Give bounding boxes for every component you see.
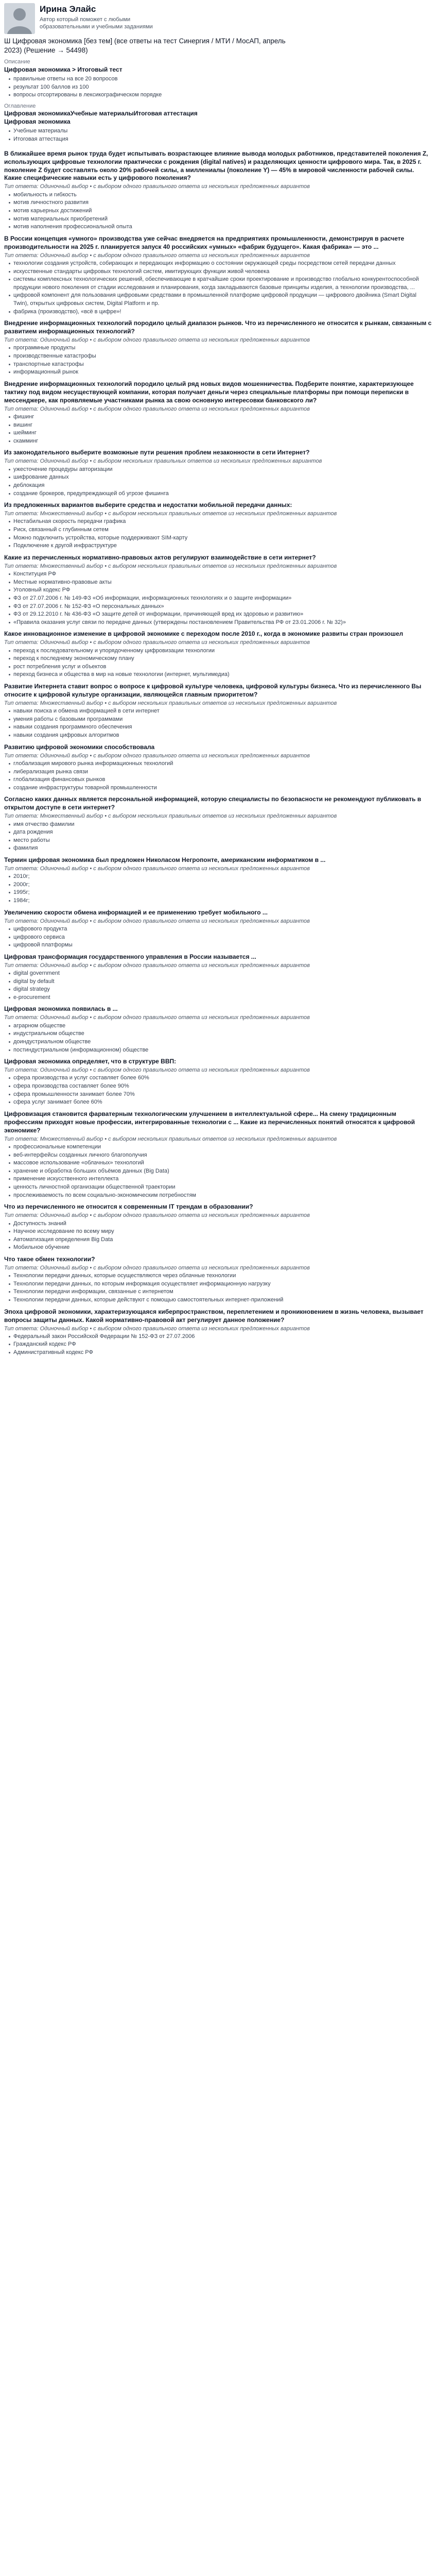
question-item bbox=[4, 795, 432, 853]
answer-option: хранение и обработка больших объёмов данных (Big Data) bbox=[9, 1167, 432, 1176]
question-text: Что из перечисленного не относится к современным IT трендам в образовании? bbox=[4, 1203, 253, 1211]
answer-option: имя отчество фамилии bbox=[9, 821, 432, 829]
answer-option: Уголовный кодекс РФ bbox=[9, 586, 432, 595]
answer-option: либерализация рынка связи bbox=[9, 768, 432, 776]
author-description: Автор который поможет с любыми образовательными и учебными заданиями bbox=[40, 16, 153, 30]
answer-option: информационный рынок bbox=[9, 368, 432, 377]
answer-option: 2000г; bbox=[9, 881, 432, 889]
answer-options bbox=[4, 1022, 432, 1054]
answer-options bbox=[4, 970, 432, 1002]
answer-option: фамилия bbox=[9, 844, 432, 853]
answer-option: e-procurement bbox=[9, 994, 432, 1002]
question-item bbox=[4, 683, 432, 740]
answer-option: глобализация мирового рынка информационных технологий bbox=[9, 760, 432, 768]
question-item bbox=[4, 501, 432, 550]
answer-option: переход бизнеса и общества в мир на новые технологии (интернет, мультимедиа) bbox=[9, 671, 432, 679]
answer-option: Технологии передачи данных, которые действуют с помощью самостоятельных интернет-приложений bbox=[9, 1296, 432, 1304]
answer-option: создание инфраструктуры товарной промышленности bbox=[9, 784, 432, 792]
answer-option: Подключение к другой инфраструктуре bbox=[9, 542, 432, 550]
answer-options bbox=[4, 344, 432, 376]
answer-option: фабрика (производство), «всё в цифре»! bbox=[9, 308, 432, 316]
answer-type: Тип ответа: Множественный выбор • с выбором нескольких правильных ответов из нескольких предложенных вариантов bbox=[4, 563, 337, 569]
contents-list bbox=[4, 127, 432, 143]
question-item bbox=[4, 953, 432, 1002]
answer-option: 2010г; bbox=[9, 873, 432, 881]
answer-options bbox=[4, 1143, 432, 1199]
answer-type: Тип ответа: Одиночный выбор • с выбором одного правильного ответа из нескольких предложенных вариантов bbox=[4, 1067, 310, 1074]
question-item bbox=[4, 1005, 432, 1054]
answer-option: прослеживаемость по всем социально-экономическим потребностям bbox=[9, 1192, 432, 1200]
answer-option: 1995г; bbox=[9, 889, 432, 897]
answer-option: мотив материальных приобретений bbox=[9, 215, 432, 224]
answer-option: цифровой платформы bbox=[9, 941, 432, 950]
contents-subheading: Цифровая экономика bbox=[4, 118, 71, 126]
answer-option: индустриальном обществе bbox=[9, 1030, 432, 1038]
answer-options bbox=[4, 260, 432, 316]
question-text: Термин цифровая экономика был предложен Николасом Негропонте, американским информатиком в ... bbox=[4, 856, 326, 863]
question-item bbox=[4, 1308, 432, 1357]
answer-type: Тип ответа: Одиночный выбор • с выбором одного правильного ответа из нескольких предложенных вариантов bbox=[4, 337, 310, 344]
question-item bbox=[4, 319, 432, 377]
answer-option: мотив карьерных достижений bbox=[9, 207, 432, 215]
answer-option: применение искусственного интеллекта bbox=[9, 1175, 432, 1183]
answer-options bbox=[4, 925, 432, 950]
answer-option: ФЗ от 27.07.2006 г. № 149-ФЗ «Об информации, информационных технологиях и о защите информации» bbox=[9, 595, 432, 603]
question-text: Какие из перечисленных нормативно-правовых актов регулируют взаимодействие в сети интернет? bbox=[4, 553, 316, 561]
answer-option: ФЗ от 29.12.2010 г. № 436-ФЗ «О защите детей от информации, причиняющей вред их здоровью и развитию» bbox=[9, 611, 432, 619]
answer-option: рост потребления услуг и объектов bbox=[9, 663, 432, 671]
answer-option: навыки поиска и обмена информацией в сети интернет bbox=[9, 707, 432, 716]
answer-option: деблокация bbox=[9, 482, 432, 490]
answer-option: программные продукты bbox=[9, 344, 432, 352]
answer-option: веб-интерфейсы созданных личного благополучия bbox=[9, 1151, 432, 1160]
answer-option: производственные катастрофы bbox=[9, 352, 432, 361]
answer-type: Тип ответа: Множественный выбор • с выбором нескольких правильных ответов из нескольких предложенных вариантов bbox=[4, 700, 337, 706]
answer-option: Конституция РФ bbox=[9, 570, 432, 579]
answer-option: Нестабильная скорость передачи графика bbox=[9, 518, 432, 526]
summary-item: вопросы отсортированы в лексикографическом порядке bbox=[9, 91, 432, 99]
summary-list bbox=[4, 75, 432, 99]
question-item bbox=[4, 449, 432, 498]
answer-type: Тип ответа: Одиночный выбор • с выбором одного правильного ответа из нескольких предложенных вариантов bbox=[4, 183, 310, 190]
answer-option: цифрового сервиса bbox=[9, 934, 432, 942]
question-item bbox=[4, 856, 432, 905]
answer-options bbox=[4, 647, 432, 679]
answer-type: Тип ответа: Множественный выбор • с выбором нескольких правильных ответов из нескольких предложенных вариантов bbox=[4, 511, 337, 517]
answer-option: ценность личностной организации общественной траектории bbox=[9, 1183, 432, 1192]
answer-option: Местные нормативно-правовые акты bbox=[9, 579, 432, 587]
answer-type: Тип ответа: Одиночный выбор • с выбором одного правильного ответа из нескольких предложенных вариантов bbox=[4, 405, 310, 412]
question-text: Цифровая экономика появилась в ... bbox=[4, 1005, 118, 1013]
answer-option: искусственные стандарты цифровых технологий систем, имитирующих функции живой человека bbox=[9, 268, 432, 276]
answer-option: мотив личностного развития bbox=[9, 199, 432, 207]
answer-option: технологии создания устройств, собирающих и передающих информацию о состоянии окружающей среды посредством сетей передачи данных bbox=[9, 260, 432, 268]
answer-options bbox=[4, 191, 432, 231]
description-label: Описание bbox=[4, 59, 30, 65]
answer-option: сфера производства и услуг составляет более 60% bbox=[9, 1074, 432, 1082]
answer-option: сфера промышленности занимает более 70% bbox=[9, 1091, 432, 1099]
answer-option: Федеральный закон Российской Федерации № 152-ФЗ от 27.07.2006 bbox=[9, 1333, 432, 1341]
answer-type: Тип ответа: Одиночный выбор • с выбором одного правильного ответа из нескольких предложенных вариантов bbox=[4, 1014, 310, 1021]
question-item bbox=[4, 630, 432, 679]
question-text: Внедрение информационных технологий породило целый диапазон рынков. Что из перечисленного не относится к рынкам, связанным с развитием информационных технологий? bbox=[4, 319, 432, 335]
answer-type: Тип ответа: Одиночный выбор • с выбором одного правильного ответа из нескольких предложенных вариантов bbox=[4, 252, 310, 259]
answer-type: Тип ответа: Одиночный выбор • с выбором одного правильного ответа из нескольких предложенных вариантов bbox=[4, 962, 310, 969]
answer-option: digital by default bbox=[9, 978, 432, 986]
author-avatar bbox=[4, 3, 35, 34]
contents-heading: Цифровая экономикаУчебные материалыИтоговая аттестация bbox=[4, 110, 198, 117]
question-text: Внедрение информационных технологий породило целый ряд новых видов мошенничества. Подберите понятие, характеризующее тактику под видом несуществующей компании, которая получает деньги через специальные платформы при помощи переписки в мессенджере, как проявляемые участниками рынка за свою основную интересовки банковского ли? bbox=[4, 380, 414, 404]
answer-options bbox=[4, 466, 432, 498]
contents-label: Оглавление bbox=[4, 103, 36, 109]
summary-item: результат 100 баллов из 100 bbox=[9, 83, 432, 92]
question-text: Развитие Интернета ставит вопрос о вопросе к цифровой культуре человека, цифровой культуры бизнеса. Что из перечисленного Вы относите к цифровой культуре организации, являющейся главным приоритетом? bbox=[4, 683, 422, 698]
answer-option: Можно подключить устройства, которые поддерживают SIM-карту bbox=[9, 534, 432, 543]
document-title: Ш Цифровая экономика [без тем] (все ответы на тест Синергия / МТИ / МосАП, апрель 2023) (Решение → 54498) bbox=[4, 37, 286, 55]
avatar-image-icon bbox=[4, 3, 35, 34]
document-description bbox=[4, 58, 432, 143]
answer-option: digital strategy bbox=[9, 986, 432, 994]
question-text: Цифровая экономика определяет, что в структуре ВВП: bbox=[4, 1058, 177, 1065]
answer-option: Технологии передачи данных, которые осуществляются через облачные технологии bbox=[9, 1272, 432, 1280]
question-item bbox=[4, 909, 432, 950]
answer-type: Тип ответа: Одиночный выбор • с выбором одного правильного ответа из нескольких предложенных вариантов bbox=[4, 752, 310, 759]
answer-option: ужесточение процедуры авторизации bbox=[9, 466, 432, 474]
question-text: Увеличению скорости обмена информацией и ее применению требует мобильного ... bbox=[4, 908, 268, 916]
questions-list bbox=[4, 150, 432, 1357]
answer-option: переход к последнему экономическому плану bbox=[9, 655, 432, 663]
answer-options bbox=[4, 821, 432, 853]
summary-item: правильные ответы на все 20 вопросов bbox=[9, 75, 432, 83]
question-item bbox=[4, 380, 432, 446]
answer-type: Тип ответа: Одиночный выбор • с выбором одного правильного ответа из нескольких предложенных вариантов bbox=[4, 1212, 310, 1219]
question-text: Из предложенных вариантов выберите средства и недостатки мобильной передачи данных: bbox=[4, 501, 292, 509]
question-item bbox=[4, 1256, 432, 1304]
answer-option: доиндустриальном обществе bbox=[9, 1038, 432, 1046]
question-text: Развитию цифровой экономики способствовала bbox=[4, 743, 155, 751]
author-header bbox=[4, 3, 432, 34]
answer-option: мобильность и гибкость bbox=[9, 191, 432, 199]
answer-option: цифровой компонент для пользования цифровыми средствами в промышленной платформе цифровой продукции — цифрового двойника (Smart Digital Twin), открытых цифровых систем, Digital Platform и пр. bbox=[9, 292, 432, 308]
answer-option: место работы bbox=[9, 837, 432, 845]
answer-option: ФЗ от 27.07.2006 г. № 152-ФЗ «О персональных данных» bbox=[9, 603, 432, 611]
contents-item[interactable]: Итоговая аттестация bbox=[9, 135, 432, 144]
answer-type: Тип ответа: Одиночный выбор • с выбором одного правильного ответа из нескольких предложенных вариантов bbox=[4, 1264, 310, 1271]
answer-type: Тип ответа: Одиночный выбор • с выбором одного правильного ответа из нескольких предложенных вариантов bbox=[4, 865, 310, 872]
summary-heading: Цифровая экономика > Итоговый тест bbox=[4, 66, 123, 74]
answer-options bbox=[4, 1074, 432, 1106]
answer-option: создание брокеров, предупреждающей об угрозе фишинга bbox=[9, 490, 432, 498]
answer-options bbox=[4, 570, 432, 626]
answer-option: глобализация финансовых рынков bbox=[9, 776, 432, 784]
answer-option: мотив наполнения профессиональной опыта bbox=[9, 223, 432, 231]
answer-options bbox=[4, 518, 432, 550]
answer-option: Технологии передачи информации, связанные с интернетом bbox=[9, 1288, 432, 1296]
question-text: Эпоха цифровой экономики, характеризующаяся киберпространством, переплетением и проникновением в жизнь человека, вызывает вопросы защиты данных. Какой нормативно-правовой акт регулирует данное положение? bbox=[4, 1308, 424, 1324]
question-text: В ближайшее время рынок труда будет испытывать возрастающее влияние вывода молодых работников, представителей поколения Z, использующих цифровые технологии практически с рождения (digital natives) и разделяющих ценности цифрового мира. Так, в 2025 г. поколение Z будет составлять около 20% рабочей силы, а миллениалы (поколение Y) — 45% в мировой численности рабочей силы. Какие специфические навыки есть у цифрового поколения? bbox=[4, 149, 428, 182]
answer-option: аграрном обществе bbox=[9, 1022, 432, 1030]
answer-options bbox=[4, 1220, 432, 1252]
answer-options bbox=[4, 707, 432, 739]
answer-option: навыки создания цифровых алгоритмов bbox=[9, 732, 432, 740]
answer-option: скамминг bbox=[9, 437, 432, 446]
answer-option: Гражданский кодекс РФ bbox=[9, 1341, 432, 1349]
answer-option: сфера производства составляет более 90% bbox=[9, 1082, 432, 1091]
answer-option: профессиональные компетенции bbox=[9, 1143, 432, 1151]
answer-option: шейминг bbox=[9, 429, 432, 437]
contents-item[interactable]: Учебные материалы bbox=[9, 127, 432, 135]
answer-type: Тип ответа: Множественный выбор • с выбором нескольких правильных ответов из нескольких предложенных вариантов bbox=[4, 1136, 337, 1142]
answer-options bbox=[4, 1272, 432, 1304]
author-info bbox=[40, 3, 168, 30]
answer-option: Доступность знаний bbox=[9, 1220, 432, 1228]
question-item bbox=[4, 1058, 432, 1107]
answer-options bbox=[4, 760, 432, 792]
answer-option: 1984г; bbox=[9, 897, 432, 905]
answer-type: Тип ответа: Одиночный выбор • с выбором одного правильного ответа из нескольких предложенных вариантов bbox=[4, 639, 310, 646]
answer-type: Тип ответа: Одиночный выбор • с выбором одного правильного ответа из нескольких предложенных вариантов bbox=[4, 1325, 310, 1332]
question-item bbox=[4, 150, 432, 231]
answer-type: Тип ответа: Одиночный выбор • с выбором одного правильного ответа из нескольких предложенных вариантов bbox=[4, 918, 310, 924]
question-item bbox=[4, 1110, 432, 1199]
answer-option: умения работы с базовыми программами bbox=[9, 716, 432, 724]
question-text: Из законодательного выберите возможные пути решения проблем незаконности в сети Интернет? bbox=[4, 449, 310, 456]
answer-type: Тип ответа: Одиночный выбор • с выбором нескольких правильных ответов из нескольких предложенных вариантов bbox=[4, 458, 322, 465]
author-name[interactable]: Ирина Элайс bbox=[40, 4, 96, 14]
question-item bbox=[4, 554, 432, 627]
answer-option: цифрового продукта bbox=[9, 925, 432, 934]
answer-option: системы комплексных технологических решений, обеспечивающие в кратчайшие сроки проектирование и производство глобально конкурентоспособной продукции нового поколения от стадии исследования и планирования, когда закладываются базовые принципы изделия, а технологии производства, ... bbox=[9, 276, 432, 292]
question-text: Согласно каких данных является персональной информацией, которую специалисты по безопасности не рекомендуют публиковать в открытом доступе в сети интернет? bbox=[4, 795, 422, 811]
answer-option: digital government bbox=[9, 970, 432, 978]
question-item bbox=[4, 1203, 432, 1252]
answer-option: Научное исследование по всему миру bbox=[9, 1228, 432, 1236]
question-item bbox=[4, 235, 432, 316]
answer-option: сфера услуг занимает более 60% bbox=[9, 1098, 432, 1107]
answer-option: Автоматизация определения Big Data bbox=[9, 1236, 432, 1244]
answer-option: Административный кодекс РФ bbox=[9, 1349, 432, 1357]
answer-option: массовое использование «облачных» технологий bbox=[9, 1159, 432, 1167]
answer-options bbox=[4, 873, 432, 905]
answer-type: Тип ответа: Множественный выбор • с выбором нескольких правильных ответов из нескольких предложенных вариантов bbox=[4, 813, 337, 820]
question-text: Что такое обмен технологии? bbox=[4, 1255, 95, 1263]
answer-options bbox=[4, 1333, 432, 1357]
answer-option: «Правила оказания услуг связи по передаче данных (утверждены постановлением Правительства РФ от 23.01.2006 г. № 32)» bbox=[9, 619, 432, 627]
answer-option: вишинг bbox=[9, 421, 432, 430]
answer-option: Технологии передачи данных, по которым информация осуществляет информационную нагрузку bbox=[9, 1280, 432, 1289]
question-text: В России концепция «умного» производства уже сейчас внедряется на предприятиях промышленности, демонстрируя в расчете производительности на 2025 г. планируется запуск 40 российских «умных» «фабрик будущего». Какая фабрика» — это ... bbox=[4, 234, 405, 250]
answer-option: фишинг bbox=[9, 413, 432, 421]
answer-option: Мобильное обучение bbox=[9, 1244, 432, 1252]
answer-option: навыки создания программного обеспечения bbox=[9, 723, 432, 732]
question-text: Цифровая трансформация государственного управления в России называется ... bbox=[4, 953, 256, 960]
answer-option: шифрование данных bbox=[9, 473, 432, 482]
answer-option: дата рождения bbox=[9, 828, 432, 837]
answer-options bbox=[4, 413, 432, 445]
answer-option: переход к последовательному и упорядоченному цифровизации технологии bbox=[9, 647, 432, 655]
question-item bbox=[4, 743, 432, 792]
answer-option: транспортные катастрофы bbox=[9, 361, 432, 369]
answer-option: постиндустриальном (информационном) обществе bbox=[9, 1046, 432, 1055]
question-text: Цифровизация становится фарватерным технологическим улучшением в интеллектуальной сфере... На смену традиционным профессиям приходят новые профессии, интегрированные технологии с ... Какие из перечисленных понятий относятся к цифровой экономике? bbox=[4, 1110, 415, 1134]
question-text: Какое инновационное изменение в цифровой экономике с переходом после 2010 г., когда в экономике развиты стран произошел bbox=[4, 630, 404, 638]
answer-option: Риск, связанный с глубинным сетем bbox=[9, 526, 432, 534]
